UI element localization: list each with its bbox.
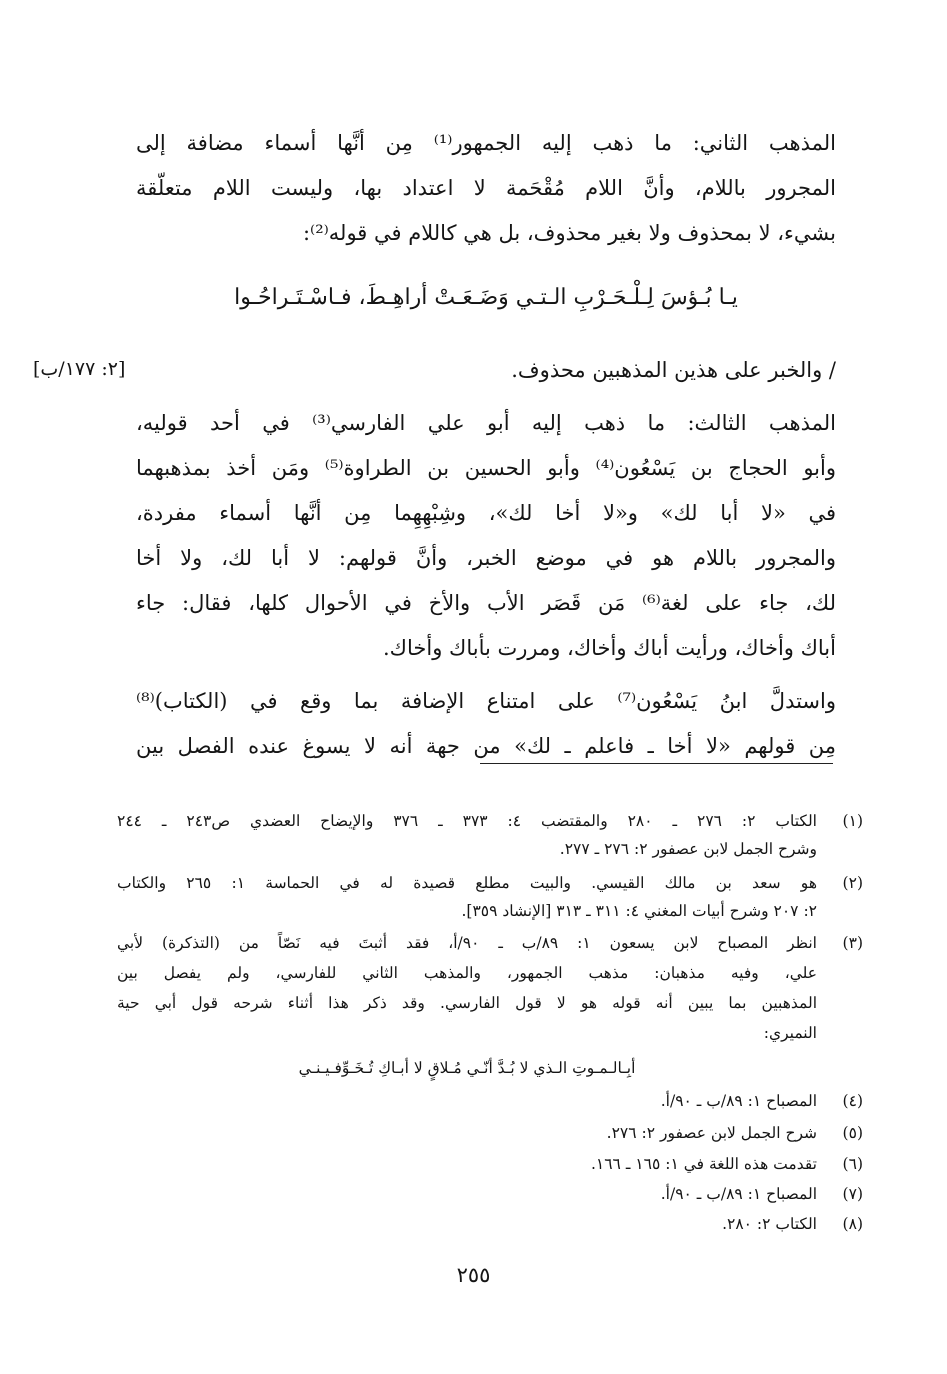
verse-line: يـا بُـؤسَ لِـلْـحَـرْبِ الـتـي وَضَـعَـتْ أراهِـطَ، فـاسْـتَـراحُـوا [234,285,738,310]
body-line-3: بشيء، لا بمحذوف ولا بغير محذوف، بل هي كاللام في قوله⁽²⁾: [302,221,836,245]
footnote-number-1: (١) [842,812,863,830]
footnote-1-line-1: الكتاب ٢: ٢٧٦ ـ ٢٨٠ والمقتضب ٤: ٣٧٣ ـ ٣٧٦ والإيضاح العضدي ص٢٤٣ ـ ٢٤٤ [117,812,817,830]
footnote-3-line-2: علي، وفيه مذهبان: مذهب الجمهور، والمذهب الثاني للفارسي، ولم يفصل بين [117,964,817,982]
footnote-3-line-1: انظر المصباح لابن يسعون ١: ٨٩/ب ـ ٩٠/أ، فقد أثبتَ فيه نَصّاً من (التذكرة) لأبي [117,934,817,952]
footnote-7-text: المصباح ١: ٨٩/ب ـ ٩٠/أ. [660,1185,817,1203]
body-line-6: المذهب الثالث: ما ذهب إليه أبو علي الفارسي⁽³⁾ في أحد قوليه، [136,411,836,435]
footnote-3-line-4: النميري: [763,1024,817,1042]
body-line-10: لك، جاء على لغة⁽⁶⁾ مَن قَصَر الأب والأخ في الأحوال كلها، فقال: جاء [136,591,837,615]
body-line-5: / والخبر على هذين المذهبين محذوف. [511,358,836,382]
footnote-number-2: (٢) [842,874,863,892]
body-line-7: وأبو الحجاج بن يَسْعُون⁽⁴⁾ وأبو الحسين بن الطراوة⁽⁵⁾ ومَن أخذ بمذهبهما [136,456,836,480]
footnote-2-line-2: ٢: ٢٠٧ وشرح أبيات المغني ٤: ٣١١ ـ ٣١٣ [الإنشاد ٣٥٩]. [461,902,817,920]
page-number: ٢٥٥ [456,1263,491,1287]
footnote-number-4: (٤) [842,1092,863,1110]
footnote-3-line-3: المذهبين بما يبين أنه قوله هو لا قول الفارسي. وقد ذكر هذا أثناء شرحه قول أبي حية [117,994,817,1012]
body-line-13: مِن قولهم «لا أخا ـ فاعلم ـ لك» من جهة أنه لا يسوغ عنده الفصل بين [136,734,836,758]
margin-manuscript-marker: [٢: ١٧٧/ب] [33,358,126,380]
footnote-number-3: (٣) [842,934,863,952]
body-line-9: والمجرور باللام هو في موضع الخبر، وأنَّ قولهم: لا أبا لك، ولا أخا [136,546,836,570]
body-line-12: واستدلَّ ابنُ يَسْعُون⁽⁷⁾ على امتناع الإضافة بما وقع في (الكتاب)⁽⁸⁾ [136,689,836,713]
footnote-8-text: الكتاب ٢: ٢٨٠. [722,1215,817,1233]
footnote-number-5: (٥) [842,1124,863,1142]
footnote-number-8: (٨) [842,1215,863,1233]
footnote-number-6: (٦) [842,1155,863,1173]
body-line-2: المجرور باللام، وأنَّ اللام مُقْحَمة لا اعتداد بها، وليست اللام متعلّقة [136,176,836,200]
footnote-5-text: شرح الجمل لابن عصفور ٢: ٢٧٦. [606,1124,817,1142]
footnote-verse: أبِـالـمـوتِ الـذي لا بُـدَّ أنّـي مُـلاقٍ لا أبـاكِ تُـخَـوِّفـيـنـي [298,1059,636,1077]
footnote-2-line-1: هو سعد بن مالك القيسي. والبيت مطلع قصيدة له في الحماسة ١: ٢٦٥ والكتاب [117,874,817,892]
footnote-number-7: (٧) [842,1185,863,1203]
footnote-4-text: المصباح ١: ٨٩/ب ـ ٩٠/أ. [660,1092,817,1110]
footnote-separator [480,763,833,764]
body-line-11: أباك وأخاك، ورأيت أباك وأخاك، ومررت بأباك وأخاك. [383,636,836,660]
body-line-1: المذهب الثاني: ما ذهب إليه الجمهور⁽¹⁾ مِن أنَّها أسماء مضافة إلى [136,131,837,155]
footnote-6-text: تقدمت هذه اللغة في ١: ١٦٥ ـ ١٦٦. [590,1155,817,1173]
footnote-1-line-2: وشرح الجمل لابن عصفور ٢: ٢٧٦ ـ ٢٧٧. [559,840,817,858]
body-line-8: في «لا أبا لك» و«لا أخا لك»، وشِبْهِهِما مِن أنَّها أسماء مفردة، [136,501,836,525]
